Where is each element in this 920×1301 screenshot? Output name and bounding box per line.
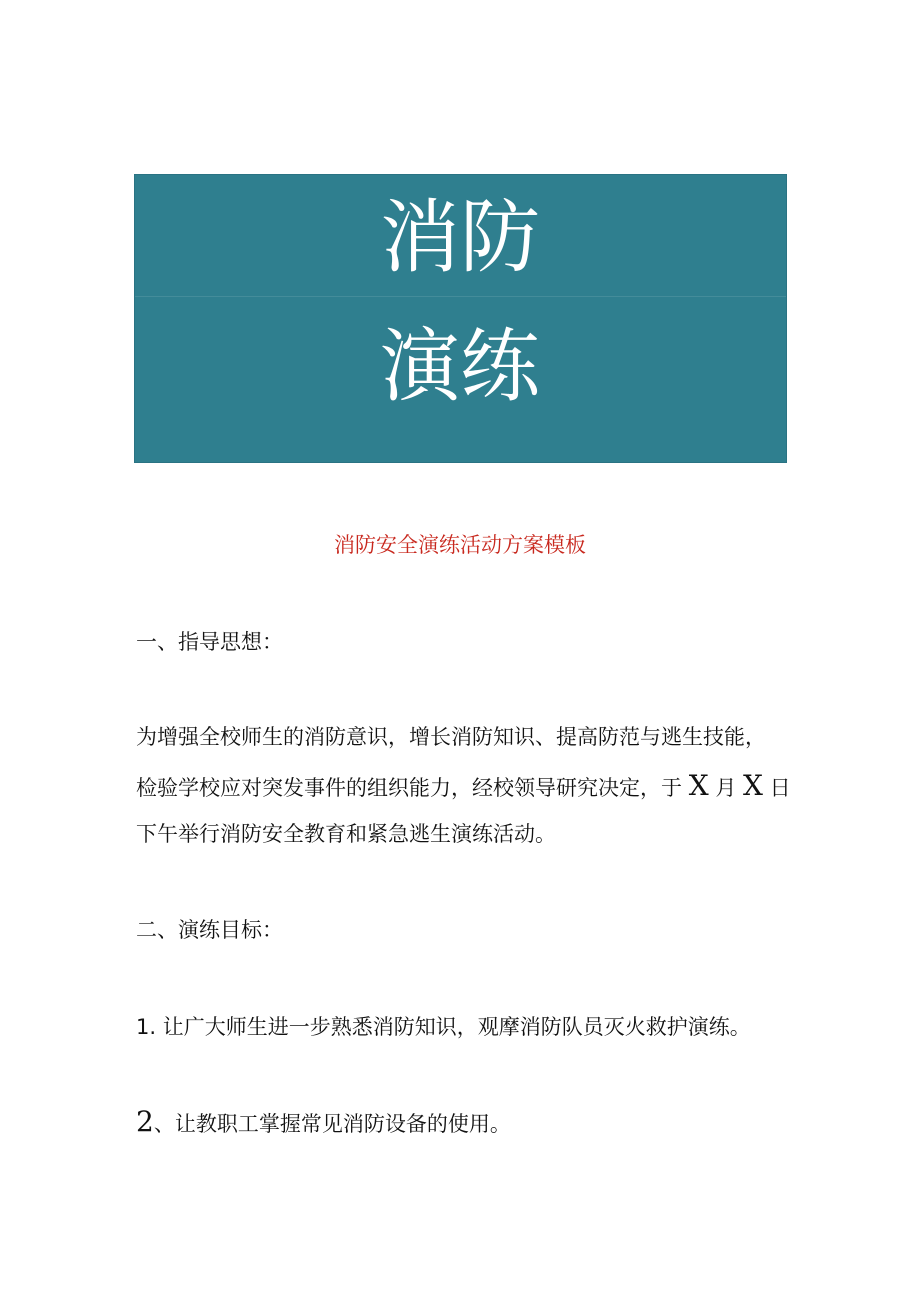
section-2-item-2-text: 、让教职工掌握常见消防设备的使用。 xyxy=(153,1112,511,1136)
section-1-line-1: 为增强全校师生的消防意识，增长消防知识、提高防范与逃生技能， xyxy=(136,725,766,749)
section-1-line-2 xyxy=(136,769,791,802)
section-2-item-2 xyxy=(136,1105,511,1138)
section-1-heading: 一、指导思想： xyxy=(136,630,283,654)
date-day-label: 日 xyxy=(769,776,791,800)
section-1-line-3: 下午举行消防安全教育和紧急逃生演练活动。 xyxy=(136,822,556,846)
document-title: 消防安全演练活动方案模板 xyxy=(334,533,586,557)
cover-divider xyxy=(135,296,786,297)
date-month-placeholder: X xyxy=(688,769,709,802)
section-2-item-2-number: 2 xyxy=(136,1105,154,1138)
section-2-item-1: 1. 让广大师生进一步熟悉消防知识，观摩消防队员灭火救护演练。 xyxy=(136,1015,751,1039)
date-month-label: 月 xyxy=(715,776,737,800)
date-day-placeholder: X xyxy=(743,769,763,802)
section-1-line-2-text: 检验学校应对突发事件的组织能力，经校领导研究决定，于 xyxy=(136,776,682,800)
cover-title-line-2: 演练 xyxy=(380,320,540,413)
cover-title-line-1: 消防 xyxy=(380,191,540,284)
section-2-heading: 二、演练目标： xyxy=(136,918,283,942)
